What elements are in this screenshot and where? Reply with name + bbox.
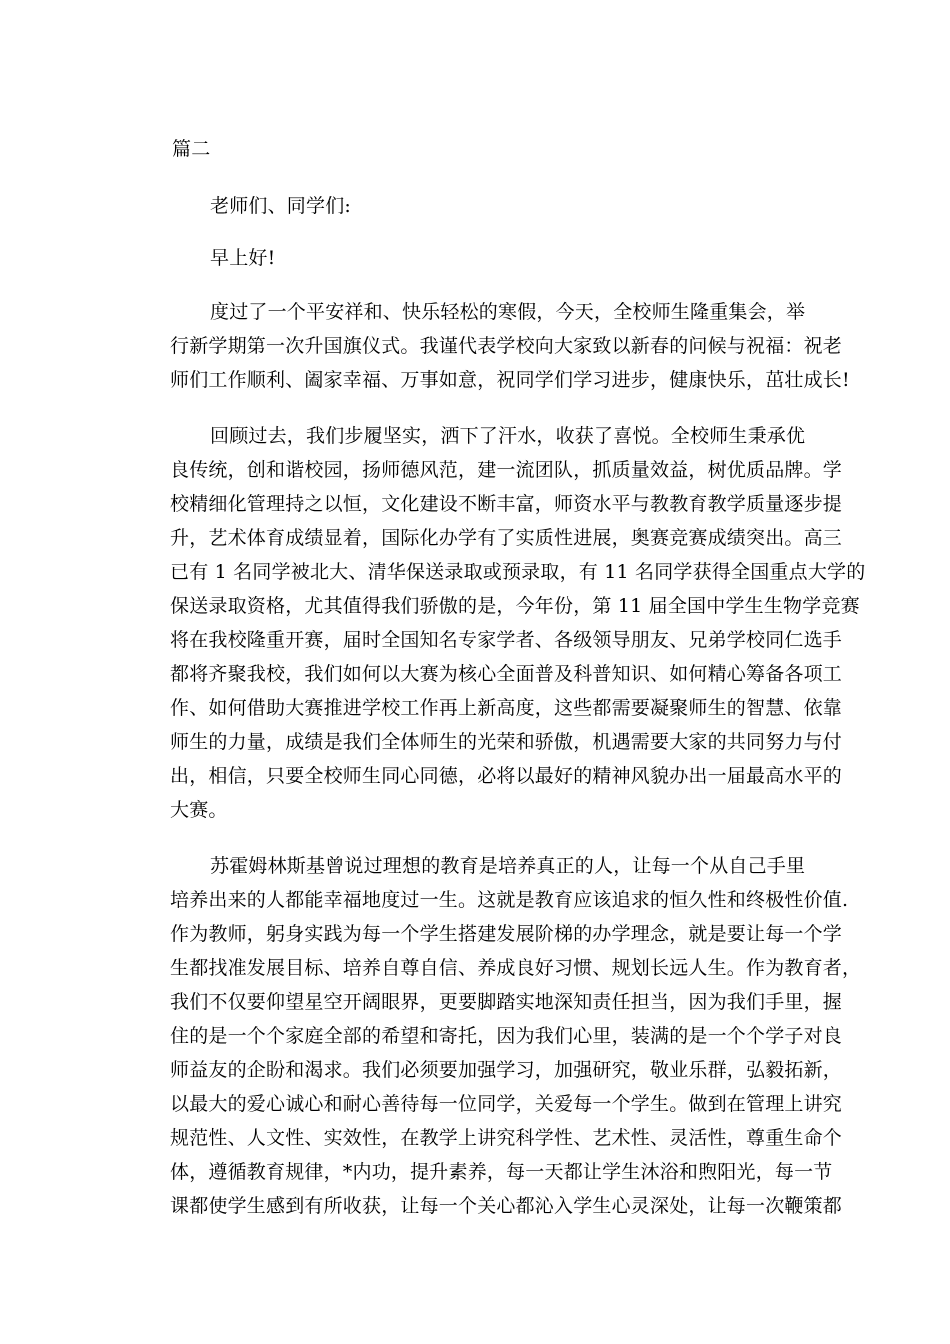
paragraph-line: 校精细化管理持之以恒，文化建设不断丰富，师资水平与教教育教学质量逐步提 [170, 493, 843, 515]
paragraph-line: 师们工作顺利、阖家幸福、万事如意，祝同学们学习进步，健康快乐，茁壮成长! [170, 369, 850, 391]
paragraph-line: 作为教师，躬身实践为每一个学生搭建发展阶梯的办学理念，就是要让每一个学 [170, 923, 843, 945]
paragraph-line: 规范性、人文性、实效性，在教学上讲究科学性、艺术性、灵活性，尊重生命个 [170, 1127, 843, 1149]
paragraph-line: 出，相信，只要全校师生同心同德，必将以最好的精神风貌办出一届最高水平的 [170, 765, 843, 787]
paragraph-line: 行新学期第一次升国旗仪式。我谨代表学校向大家致以新春的问候与祝福：祝老 [170, 335, 843, 357]
paragraph-line: 升，艺术体育成绩显着，国际化办学有了实质性进展，奥赛竞赛成绩突出。高三 [170, 527, 843, 549]
paragraph-line: 已有 1 名同学被北大、清华保送录取或预录取，有 11 名同学获得全国重点大学的 [170, 561, 866, 583]
paragraph-line: 我们不仅要仰望星空开阔眼界，更要脚踏实地深知责任担当，因为我们手里，握 [170, 991, 843, 1013]
paragraph-line: 将在我校隆重开赛，届时全国知名专家学者、各级领导朋友、兄弟学校同仁选手 [170, 629, 843, 651]
paragraph-line: 苏霍姆林斯基曾说过理想的教育是培养真正的人，让每一个从自己手里 [210, 855, 806, 877]
paragraph-line: 住的是一个个家庭全部的希望和寄托，因为我们心里，装满的是一个个学子对良 [170, 1025, 843, 1047]
paragraph-line: 度过了一个平安祥和、快乐轻松的寒假，今天，全校师生隆重集会，举 [210, 301, 806, 323]
greeting: 早上好! [210, 247, 276, 269]
salutation: 老师们、同学们: [210, 195, 352, 217]
paragraph-line: 保送录取资格，尤其值得我们骄傲的是，今年份，第 11 届全国中学生生物学竞赛 [170, 595, 860, 617]
section-heading: 篇二 [172, 138, 211, 160]
paragraph-line: 大赛。 [170, 799, 228, 821]
paragraph-line: 师益友的企盼和渴求。我们必须要加强学习，加强研究，敬业乐群，弘毅拓新， [170, 1059, 843, 1081]
paragraph-line: 体，遵循教育规律，*内功，提升素养，每一天都让学生沐浴和煦阳光，每一节 [170, 1161, 833, 1183]
paragraph-line: 课都使学生感到有所收获，让每一个关心都沁入学生心灵深处，让每一次鞭策都 [170, 1195, 843, 1217]
paragraph-line: 培养出来的人都能幸福地度过一生。这就是教育应该追求的恒久性和终极性价值. [170, 889, 849, 911]
paragraph-line: 都将齐聚我校，我们如何以大赛为核心全面普及科普知识、如何精心筹备各项工 [170, 663, 843, 685]
paragraph-line: 回顾过去，我们步履坚实，洒下了汗水，收获了喜悦。全校师生秉承优 [210, 425, 806, 447]
paragraph-line: 以最大的爱心诚心和耐心善待每一位同学，关爱每一个学生。做到在管理上讲究 [170, 1093, 843, 1115]
paragraph-line: 作、如何借助大赛推进学校工作再上新高度，这些都需要凝聚师生的智慧、依靠 [170, 697, 843, 719]
paragraph-line: 良传统，创和谐校园，扬师德风范，建一流团队，抓质量效益，树优质品牌。学 [170, 459, 843, 481]
paragraph-line: 生都找准发展目标、培养自尊自信、养成良好习惯、规划长远人生。作为教育者， [170, 957, 862, 979]
paragraph-line: 师生的力量，成绩是我们全体师生的光荣和骄傲，机遇需要大家的共同努力与付 [170, 731, 843, 753]
